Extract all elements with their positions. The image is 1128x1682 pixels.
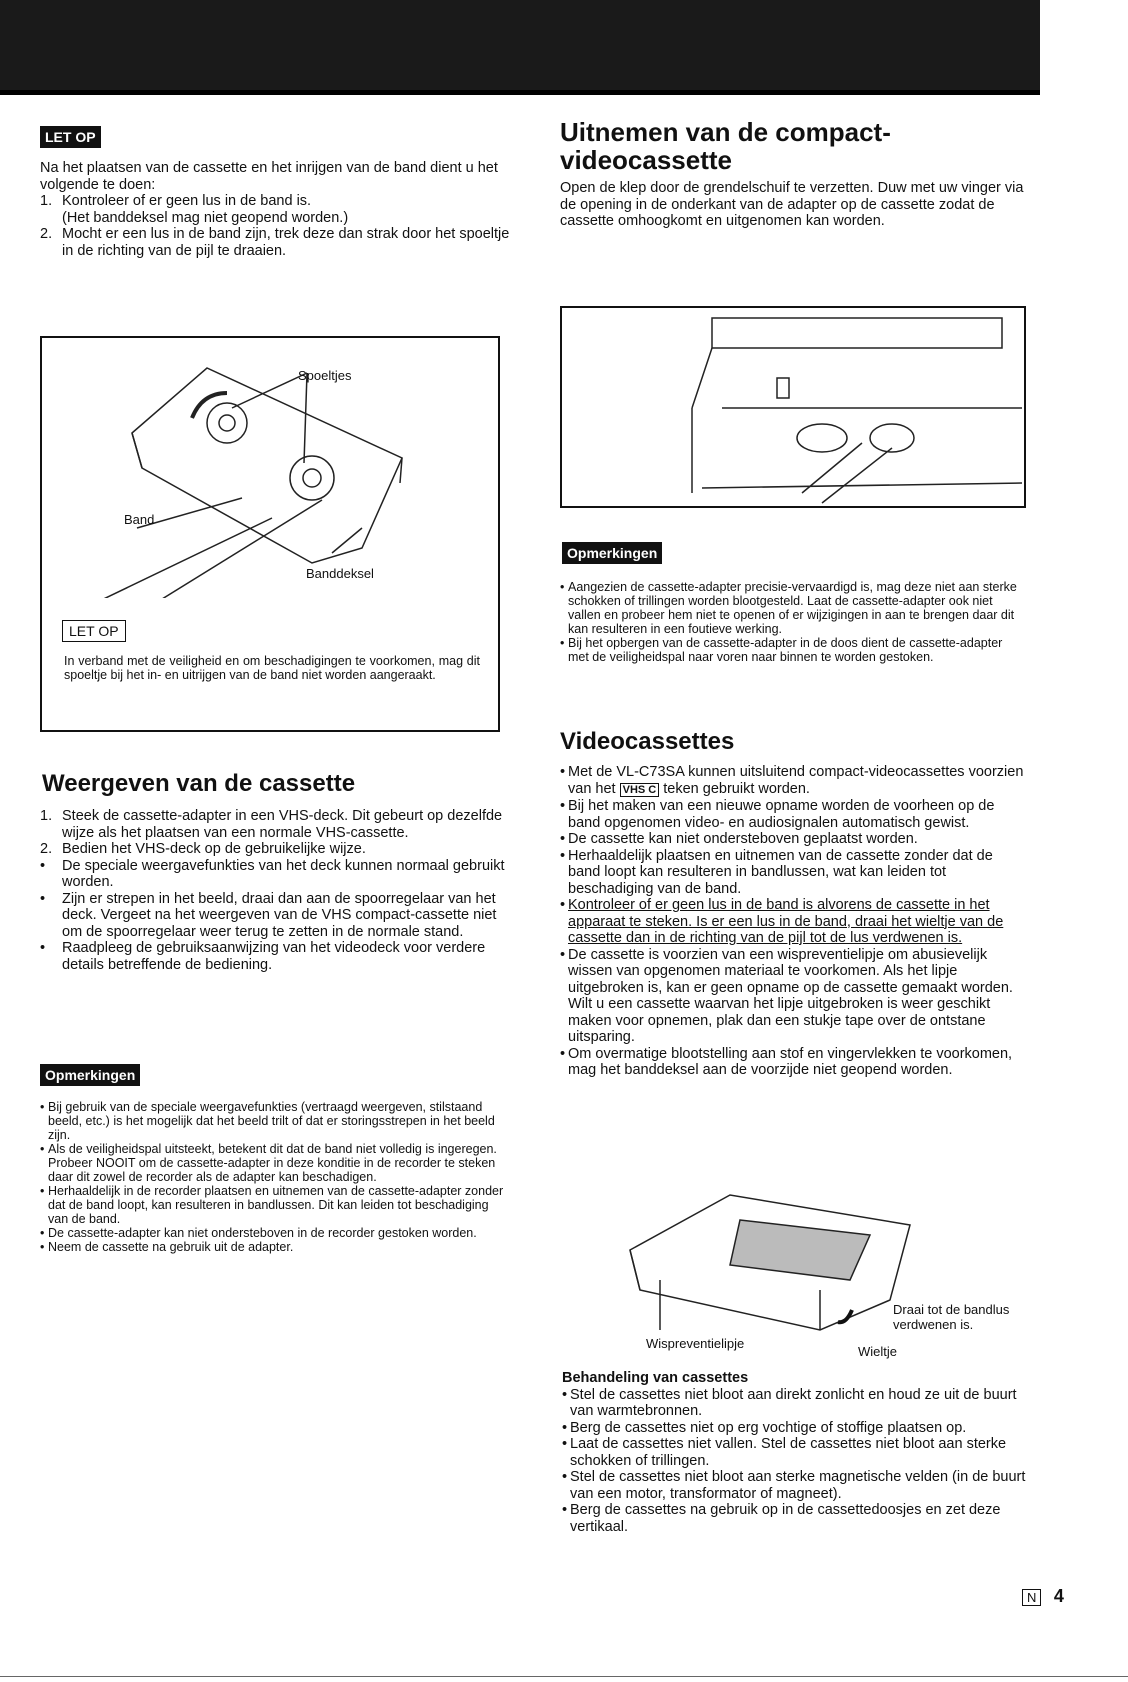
page-footer xyxy=(1022,1586,1064,1607)
letop-tag: LET OP xyxy=(40,126,101,148)
footer-rule xyxy=(0,1676,1128,1677)
behandeling-item: • Berg de cassettes niet op erg vochtige of stoffige plaatsen op. xyxy=(562,1420,1028,1437)
vc-item: • Om overmatige blootstelling aan stof en vingervlekken te voorkomen, mag het banddeksel aan de voorzijde niet geopend worden. xyxy=(560,1046,1026,1079)
uitnemen-title: Uitnemen van de compact-videocassette xyxy=(560,117,891,175)
weergeven-item: 2. Bedien het VHS-deck op de gebruikelijke wijze. xyxy=(40,841,366,857)
label-band: Band xyxy=(124,512,155,527)
opmerking-item: • De cassette-adapter kan niet ondersteboven in de recorder gestoken worden. xyxy=(40,1226,506,1240)
opmerking-item: • Bij gebruik van de speciale weergavefunkties (vertraagd weergeven, stilstaand beeld, etc.) is het mogelijk dat het beeld trilt of dat er storingsstrepen in het beeld zijn. xyxy=(40,1100,506,1142)
weergeven-item: • De speciale weergavefunkties van het deck kunnen normaal gebruikt worden. xyxy=(40,857,505,890)
cassette-illustration xyxy=(42,338,498,598)
vc-item: • Met de VL-C73SA kunnen uitsluitend compact-videocassettes voorzien van het VHS C teken gebruikt worden. xyxy=(560,764,1026,798)
behandeling-item: • Stel de cassettes niet bloot aan sterke magnetische velden (in de buurt van een motor, transformator of magneet). xyxy=(562,1469,1028,1502)
letop-item: 1. Kontroleer of er geen lus in de band is. (Het banddeksel mag niet geopend worden.) xyxy=(40,193,349,226)
behandeling-section xyxy=(562,1370,1028,1535)
videocassettes-list xyxy=(560,764,1026,1079)
opmerking-item: • Aangezien de cassette-adapter precisie-vervaardigd is, mag deze niet aan sterke schokken of trillingen worden blootgesteld. Laat de cassette-adapter ook niet vallen en probeer hem niet te openen of er wijzigingen in aan te brengen daar dit kan resulteren in een foutieve werking. xyxy=(560,580,1026,636)
opmerking-item: • Herhaaldelijk in de recorder plaatsen en uitnemen van de cassette-adapter zonder dat de band loopt, kan resulteren in bandlussen. Dit kan leiden tot beschadiging van de band. xyxy=(40,1184,506,1226)
letop-intro: Na het plaatsen van de cassette en het inrijgen van de band dient u het volgende te doen: xyxy=(40,160,498,193)
behandeling-title: Behandeling van cassettes xyxy=(562,1370,749,1386)
vhs-c-logo: VHS C xyxy=(620,783,660,797)
label-banddeksel: Banddeksel xyxy=(306,566,374,581)
videocassettes-title: Videocassettes xyxy=(560,728,735,755)
opmerking-item: • Neem de cassette na gebruik uit de adapter. xyxy=(40,1240,506,1254)
header-rule xyxy=(0,90,1040,95)
behandeling-item: • Berg de cassettes na gebruik op in de cassettedoosjes en zet deze vertikaal. xyxy=(562,1502,1028,1535)
vc-item: • Herhaaldelijk plaatsen en uitnemen van de cassette zonder dat de band loopt kan resulteren in bandlussen, wat kan leiden tot beschadiging van de band. xyxy=(560,848,1026,898)
letop-section xyxy=(40,126,510,259)
right-opmerkingen-list xyxy=(560,580,1026,664)
left-opmerkingen-list xyxy=(40,1100,506,1254)
left-opmerkingen-tag: Opmerkingen xyxy=(40,1064,140,1086)
adapter-figure-box xyxy=(560,306,1026,508)
figure-letop-tag: LET OP xyxy=(62,620,126,642)
adapter-illustration xyxy=(562,308,1024,506)
weergeven-list xyxy=(40,808,506,973)
weergeven-item: • Zijn er strepen in het beeld, draai dan aan de spoorregelaar van het deck. Vergeet na het weergeven van de VHS compact-cassette niet om de spoorregelaar weer terug te zetten in de normale stand. xyxy=(40,890,497,940)
vc-item: • Bij het maken van een nieuwe opname worden de voorheen op de band opgenomen video- en audiosignalen automatisch gewist. xyxy=(560,798,1026,831)
opmerking-item: • Bij het opbergen van de cassette-adapter in de doos dient de cassette-adapter met de veiligheidspal naar voren naar binnen te worden gestoken. xyxy=(560,636,1026,664)
cassette-figure-box xyxy=(40,336,500,732)
letop-item: 2. Mocht er een lus in de band zijn, trek deze dan strak door het spoeltje in de richting van de pijl te draaien. xyxy=(40,226,510,259)
weergeven-item: 1. Steek de cassette-adapter in een VHS-deck. Dit gebeurt op dezelfde wijze als het plaatsen van een normale VHS-cassette. xyxy=(40,808,503,841)
header-band xyxy=(0,0,1040,90)
label-draai: Draai tot de bandlus verdwenen is. xyxy=(893,1302,1010,1332)
uitnemen-text: Open de klep door de grendelschuif te verzetten. Duw met uw vinger via de opening in de onderkant van de adapter op de cassette zodat de cassette omhoogkomt en uitgenomen kan worden. xyxy=(560,180,1024,229)
vc-item: • De cassette is voorzien van een wispreventielipje om abusievelijk wissen van opgenomen materiaal te voorkomen. Als het lipje uitgebroken is, kan er geen opname op de cassette gemaakt worden. Wilt u een cassette waarvan het lipje uitgebroken is weer geschikt maken voor opnemen, plak dan een stukje tape over de ontstane uitsparing. xyxy=(560,947,1026,1046)
behandeling-item: • Laat de cassettes niet vallen. Stel de cassettes niet bloot aan sterke schokken of trillingen. xyxy=(562,1436,1028,1469)
label-wieltje: Wieltje xyxy=(858,1344,898,1359)
figure-letop-text: In verband met de veiligheid en om beschadigingen te voorkomen, mag dit spoeltje bij het in- en uitrijgen van de band niet worden aangeraakt. xyxy=(64,654,480,682)
opmerking-item: • Als de veiligheidspal uitsteekt, betekent dit dat de band niet volledig is ingeregen. Probeer NOOIT om de cassette-adapter in deze konditie in de recorder te steken daar dit zowel de recorder als de adapter kan beschadigen. xyxy=(40,1142,506,1184)
right-opmerkingen-tag: Opmerkingen xyxy=(562,542,662,564)
page-number: 4 xyxy=(1053,1586,1064,1606)
behandeling-item: • Stel de cassettes niet bloot aan direkt zonlicht en houd ze uit de buurt van warmtebronnen. xyxy=(562,1387,1028,1420)
language-badge: N xyxy=(1022,1589,1041,1606)
label-wispreventielipje: Wispreventielipje xyxy=(646,1336,745,1351)
weergeven-title: Weergeven van de cassette xyxy=(42,770,356,797)
vc-item: • De cassette kan niet ondersteboven geplaatst worden. xyxy=(560,831,1026,848)
label-spoeltjes: Spoeltjes xyxy=(298,368,352,383)
weergeven-item: • Raadpleeg de gebruiksaanwijzing van het videodeck voor verdere details betreffende de bediening. xyxy=(40,940,486,973)
vc-item-underlined: • Kontroleer of er geen lus in de band is alvorens de cassette in het apparaat te steken. Is er een lus in de band, draai het wieltje van de cassette dan in de richting van de pijl tot de lus verdwenen is. xyxy=(560,897,1026,947)
